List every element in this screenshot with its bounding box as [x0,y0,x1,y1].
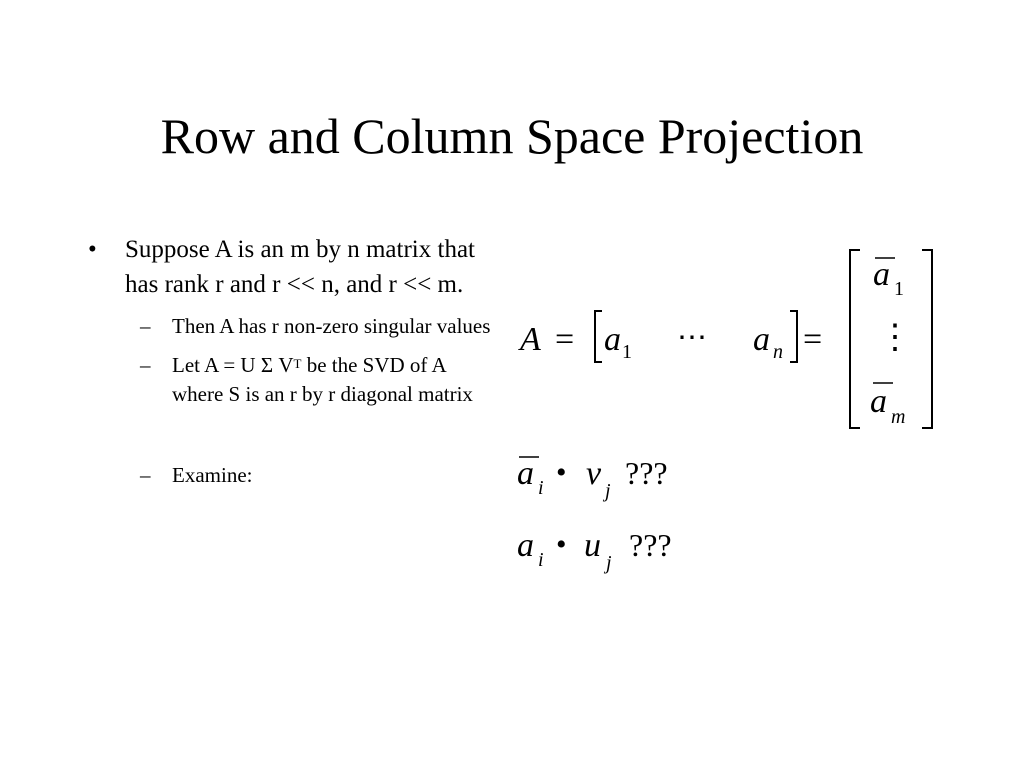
sub-bullet-2 [80,351,500,409]
dot1-right: v [586,455,602,492]
dot1-left: a [517,455,534,492]
dot2-right-index: j [606,552,612,574]
matrix-name: A [520,321,541,358]
column-a1-index: 1 [622,341,632,363]
sub-bullet-text-before: Let A = U Σ V [172,353,294,377]
dot2-left: a [517,527,534,564]
sub-bullet-text: Then A has r non-zero singular values [172,314,491,338]
sub-bullet-3 [80,461,500,490]
column-an-index: n [773,341,783,363]
main-bullet [80,232,500,302]
dot1-right-index: j [605,480,611,502]
dot1-suffix: ??? [625,455,668,491]
row-am: a [870,383,887,420]
dot2-right: u [584,527,601,564]
transpose-superscript: T [293,356,302,371]
dash-marker: – [140,314,151,338]
dot1-operator: • [556,456,567,489]
bullet-marker: • [88,236,97,263]
row-matrix-right-bracket [922,250,932,428]
hdots: ⋯ [677,321,707,354]
sub-bullet-text-after: be the SVD of A where S is an r by r diagonal matrix [172,353,473,406]
math-equations [505,235,1005,615]
dash-marker: – [140,353,151,377]
left-bracket [595,311,602,362]
column-a1: a [604,321,621,358]
right-bracket [790,311,797,362]
row-am-index: m [891,406,906,428]
dash-marker: – [140,463,151,487]
vdots: ⋮ [878,319,912,356]
dot2-operator: • [556,528,567,561]
sub-bullet-1 [80,312,500,341]
dot2-left-index: i [538,549,544,571]
dot2-suffix: ??? [629,527,672,563]
equals-sign-2: = [803,321,823,358]
row-a1: a [873,256,890,293]
column-an: a [753,321,770,358]
equals-sign-1: = [555,321,575,358]
main-bullet-text: Suppose A is an m by n matrix that has rank r and r << n, and r << m. [125,236,475,298]
bullet-list [80,232,500,490]
row-matrix-left-bracket [850,250,860,428]
dot1-left-index: i [538,477,544,499]
slide-title: Row and Column Space Projection [160,108,864,164]
row-a1-index: 1 [894,278,904,300]
sub-bullet-text: Examine: [172,463,253,487]
equation-figure [505,235,1005,615]
